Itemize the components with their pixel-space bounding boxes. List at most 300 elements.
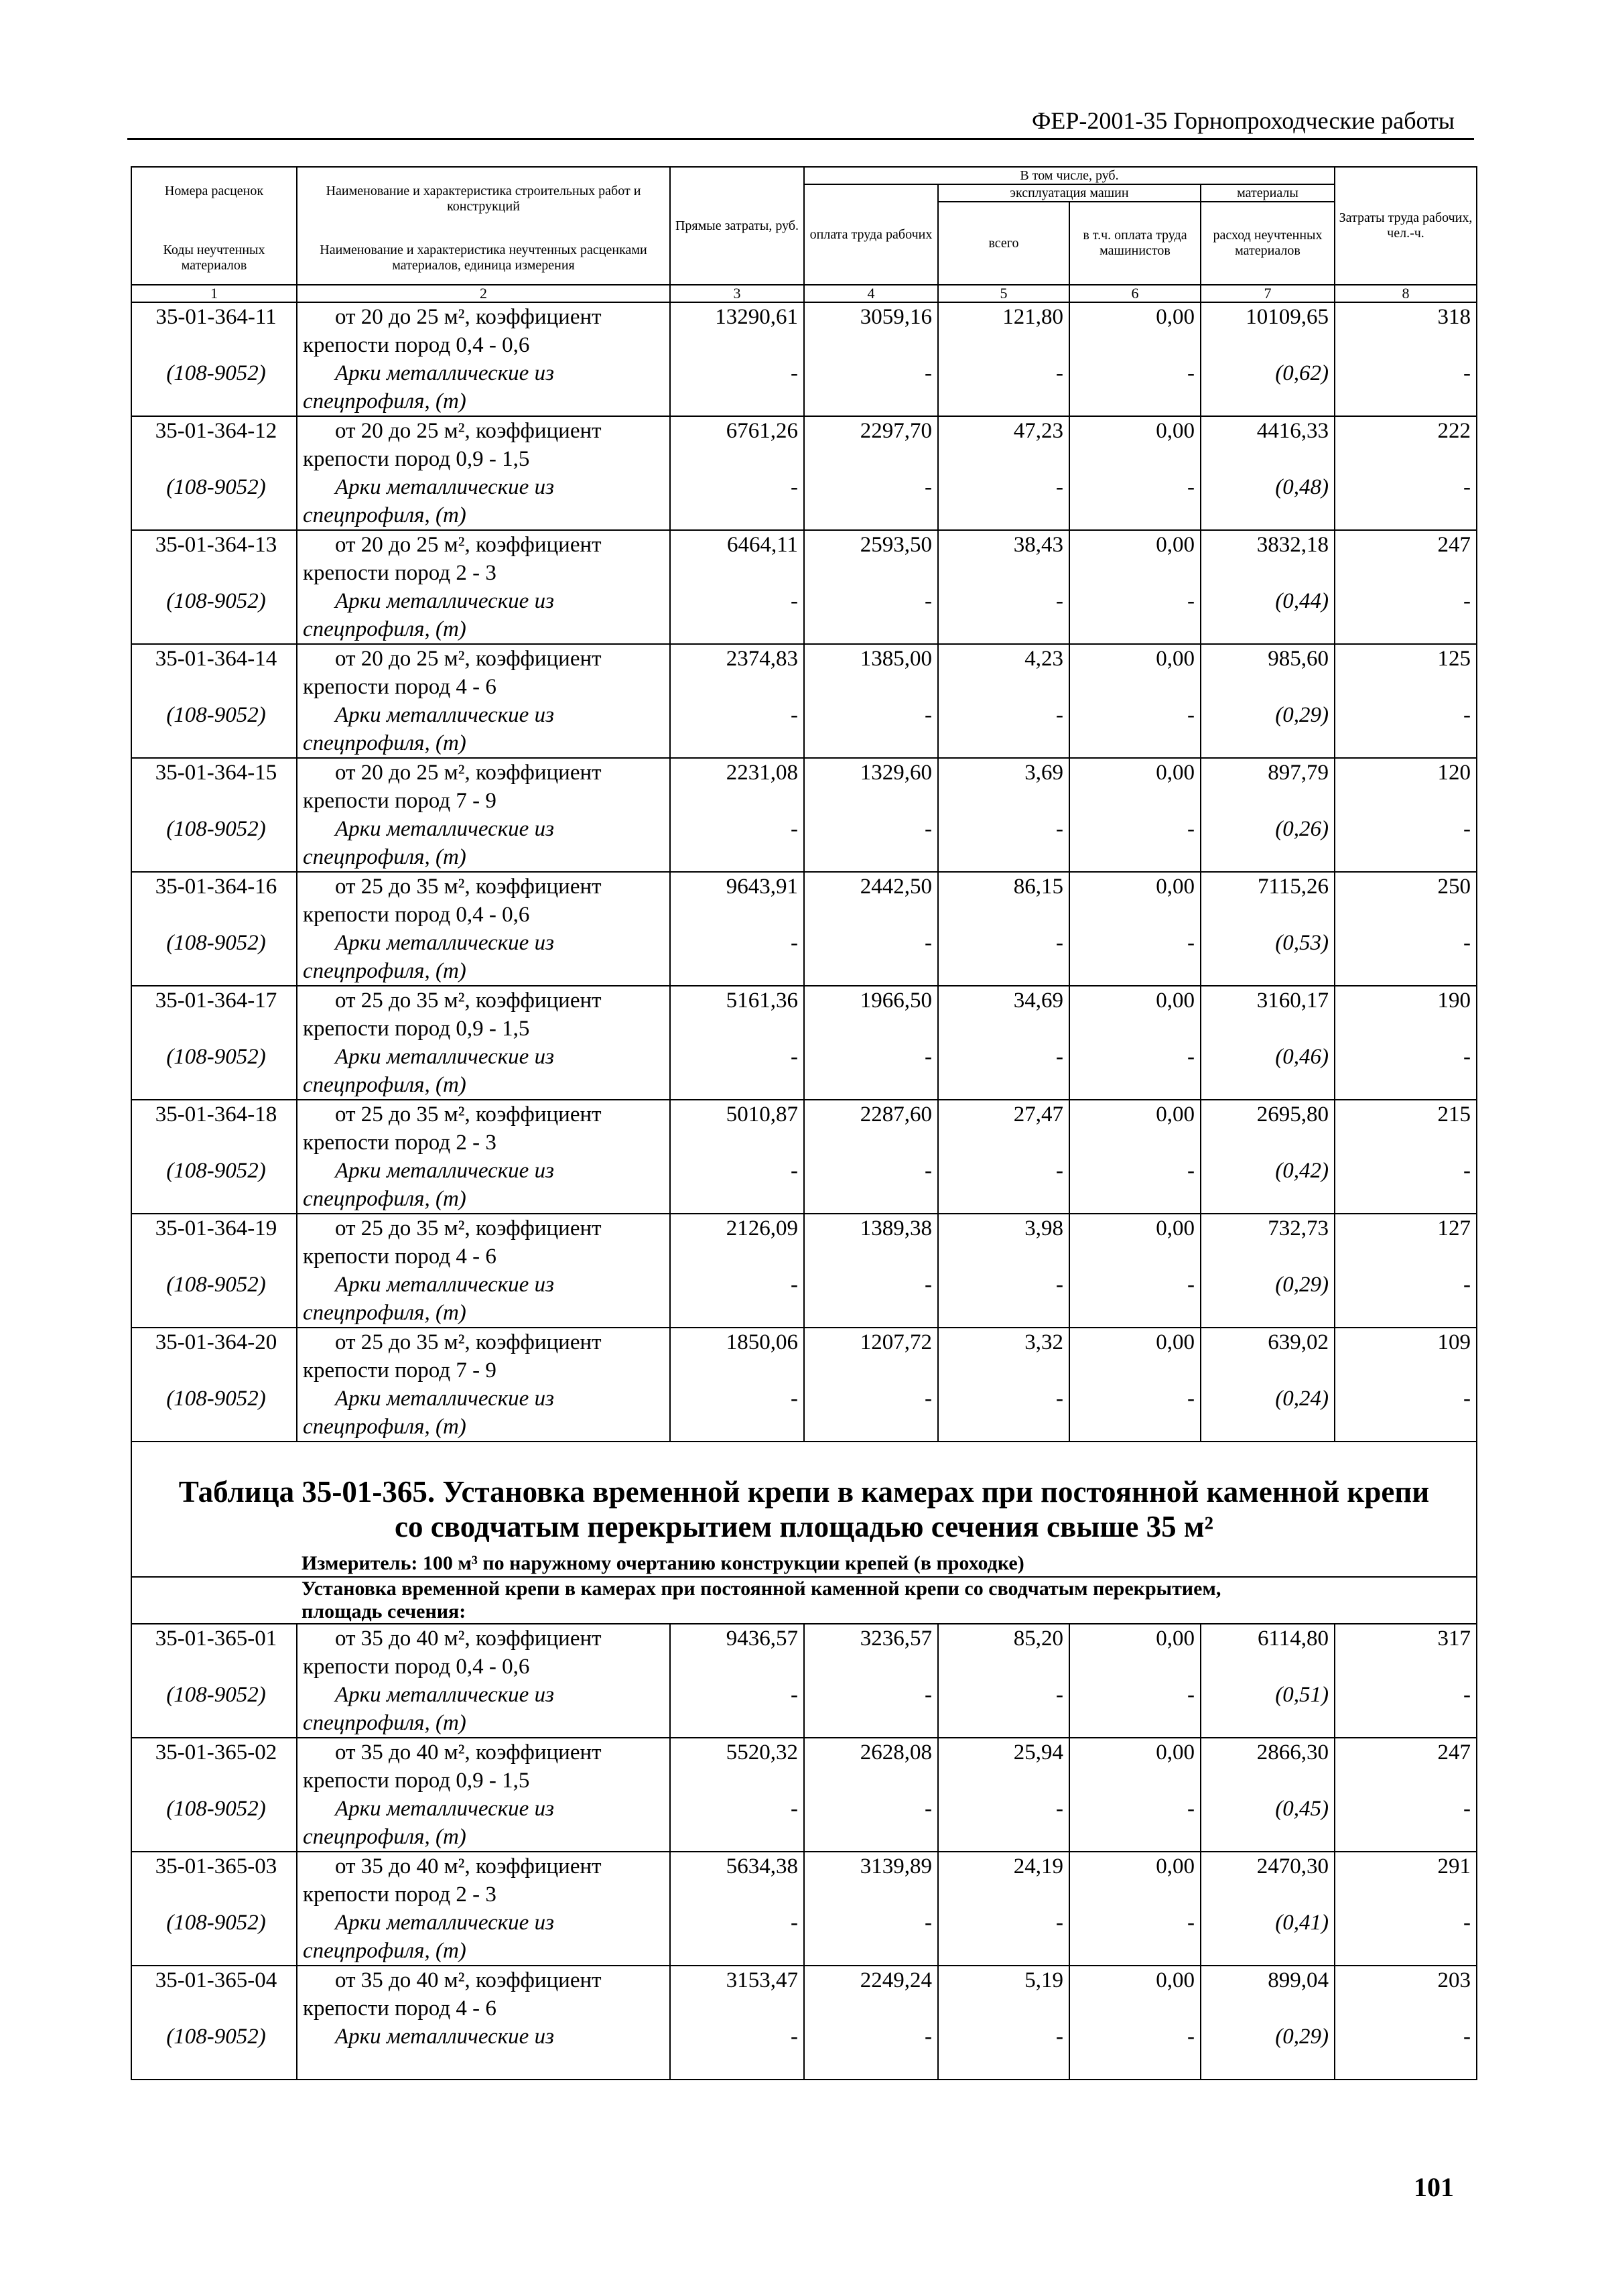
work-name-line1: от 35 до 40 м², коэффициент [335, 1854, 602, 1878]
material-quantity: (0,42) [1275, 1159, 1329, 1183]
machinist-wage-cell [1069, 758, 1201, 872]
material-name-line2: спецпрофиля, (т) [303, 731, 466, 755]
machinist-wage-dash: - [1187, 1683, 1195, 1707]
work-name-line2: крепости пород 4 - 6 [303, 1996, 496, 2021]
material-name-line2: спецпрофиля, (т) [303, 503, 466, 527]
machinist-wage-cell [1069, 416, 1201, 530]
rate-code-cell [131, 758, 297, 872]
direct-cost: 3153,47 [726, 1968, 798, 1992]
machine-cost-cell [938, 416, 1069, 530]
rate-code-cell [131, 644, 297, 758]
machine-cost-dash: - [1056, 361, 1063, 385]
material-quantity: (0,48) [1275, 475, 1329, 499]
labor-cell [1335, 302, 1477, 416]
worker-wage: 1385,00 [860, 647, 932, 671]
rate-code: 35-01-364-12 [155, 419, 277, 443]
materials-cost: 732,73 [1268, 1216, 1329, 1240]
materials-cell [1201, 416, 1335, 530]
machine-cost-dash: - [1056, 1683, 1063, 1707]
labor-cell [1335, 1624, 1477, 1738]
labor-hours-dash: - [1463, 1797, 1471, 1821]
direct-cost: 13290,61 [715, 305, 798, 329]
machinist-wage-cell [1069, 872, 1201, 986]
direct-cost-dash: - [791, 817, 798, 841]
rate-code: 35-01-365-01 [155, 1627, 277, 1651]
machine-cost: 27,47 [1013, 1102, 1063, 1127]
machine-cost: 38,43 [1013, 533, 1063, 557]
labor-hours: 109 [1437, 1330, 1471, 1354]
table-body-365 [131, 1624, 1477, 2080]
name-cell [297, 872, 670, 986]
direct-cost-dash: - [791, 1387, 798, 1411]
table-body-364 [131, 302, 1477, 1442]
machinist-wage-dash: - [1187, 1797, 1195, 1821]
col-number: 5 [938, 285, 1069, 302]
machinist-wage-dash: - [1187, 1159, 1195, 1183]
material-name-line2: спецпрофиля, (т) [303, 389, 466, 413]
machine-cost-cell [938, 530, 1069, 644]
work-name-line1: от 20 до 25 м², коэффициент [335, 533, 602, 557]
group-heading-line1: Установка временной крепи в камерах при постоянной каменной крепи со сводчатым перекрытием, [302, 1578, 1221, 1600]
direct-cost-dash: - [791, 1159, 798, 1183]
worker-wage: 2593,50 [860, 533, 932, 557]
machinist-wage-cell [1069, 1214, 1201, 1328]
worker-wage: 3059,16 [860, 305, 932, 329]
wage-cell [804, 1852, 938, 1966]
work-name-line2: крепости пород 7 - 9 [303, 1358, 496, 1383]
col-wage-header: оплата труда рабочих [804, 184, 938, 285]
machine-cost-cell [938, 1852, 1069, 1966]
rate-code: 35-01-364-20 [155, 1330, 277, 1354]
machinist-wage: 0,00 [1156, 1330, 1195, 1354]
machinist-wage-dash: - [1187, 475, 1195, 499]
materials-cell [1201, 1624, 1335, 1738]
material-code: (108-9052) [166, 703, 266, 727]
table-row [131, 1214, 1477, 1328]
work-name-line1: от 35 до 40 м², коэффициент [335, 1968, 602, 1992]
name-cell [297, 1738, 670, 1852]
col-mach-total-header: всего [938, 202, 1069, 285]
measure-unit: Измеритель: 100 м³ по наружному очертанию конструкции крепей (в проходке) [302, 1552, 1024, 1574]
wage-cell [804, 530, 938, 644]
machine-cost-cell [938, 1624, 1069, 1738]
table-row [131, 872, 1477, 986]
name-cell [297, 1100, 670, 1214]
labor-cell [1335, 1100, 1477, 1214]
material-code: (108-9052) [166, 361, 266, 385]
name-cell [297, 416, 670, 530]
rate-code-cell [131, 416, 297, 530]
labor-hours: 127 [1437, 1216, 1471, 1240]
machine-cost-dash: - [1056, 1387, 1063, 1411]
work-name-line1: от 20 до 25 м², коэффициент [335, 419, 602, 443]
col-number: 8 [1335, 285, 1477, 302]
rate-code: 35-01-365-04 [155, 1968, 277, 1992]
name-cell [297, 644, 670, 758]
table-caption-row [131, 1442, 1477, 1577]
col-number: 6 [1069, 285, 1201, 302]
col-mat-exp-header: расход неучтенных материалов [1201, 202, 1335, 285]
rate-code-cell [131, 1214, 297, 1328]
direct-cost: 6464,11 [726, 533, 798, 557]
machinist-wage-cell [1069, 1966, 1201, 2080]
table-caption [132, 1442, 1476, 1551]
machine-cost-cell [938, 1328, 1069, 1442]
worker-wage: 2287,60 [860, 1102, 932, 1127]
materials-cost: 2695,80 [1256, 1102, 1329, 1127]
material-code: (108-9052) [166, 2025, 266, 2049]
worker-wage-dash: - [925, 1797, 932, 1821]
col-codes-header [131, 167, 297, 285]
table-row [131, 1852, 1477, 1966]
rate-code: 35-01-364-19 [155, 1216, 277, 1240]
direct-cost-dash: - [791, 1045, 798, 1069]
machinist-wage-cell [1069, 1852, 1201, 1966]
materials-cost: 639,02 [1268, 1330, 1329, 1354]
machine-cost: 34,69 [1013, 988, 1063, 1013]
material-name-line1: Арки металлические из [335, 1045, 554, 1069]
rate-code: 35-01-364-14 [155, 647, 277, 671]
machine-cost-dash: - [1056, 475, 1063, 499]
page-number: 101 [1414, 2172, 1454, 2202]
name-cell [297, 1214, 670, 1328]
material-name-line1: Арки металлические из [335, 361, 554, 385]
material-name-line2: спецпрофиля, (т) [303, 617, 466, 641]
name-cell [297, 758, 670, 872]
rate-code-cell [131, 1852, 297, 1966]
rate-code-cell [131, 1328, 297, 1442]
direct-cost: 1850,06 [726, 1330, 798, 1354]
rate-code-cell [131, 302, 297, 416]
direct-cost: 5634,38 [726, 1854, 798, 1878]
material-name-line2: спецпрофиля, (т) [303, 1939, 466, 1963]
material-name-line2: спецпрофиля, (т) [303, 1711, 466, 1735]
rate-code-cell [131, 1738, 297, 1852]
col-number: 4 [804, 285, 938, 302]
labor-hours-dash: - [1463, 1159, 1471, 1183]
materials-cost: 985,60 [1268, 647, 1329, 671]
worker-wage-dash: - [925, 931, 932, 955]
material-name-line1: Арки металлические из [335, 1911, 554, 1935]
col-name-title: Наименование и характеристика строительных работ и конструкций [326, 184, 641, 214]
machinist-wage-dash: - [1187, 589, 1195, 613]
material-name-line1: Арки металлические из [335, 1797, 554, 1821]
name-cell [297, 986, 670, 1100]
wage-cell [804, 1100, 938, 1214]
work-name-line2: крепости пород 2 - 3 [303, 1883, 496, 1907]
wage-cell [804, 758, 938, 872]
work-name-line1: от 20 до 25 м², коэффициент [335, 647, 602, 671]
labor-cell [1335, 644, 1477, 758]
machine-cost-cell [938, 302, 1069, 416]
table-row [131, 1100, 1477, 1214]
machine-cost-cell [938, 1214, 1069, 1328]
work-name-line2: крепости пород 0,4 - 0,6 [303, 333, 530, 357]
work-name-line2: крепости пород 0,9 - 1,5 [303, 1769, 530, 1793]
machine-cost-dash: - [1056, 1159, 1063, 1183]
rate-code: 35-01-365-02 [155, 1740, 277, 1765]
labor-hours-dash: - [1463, 589, 1471, 613]
worker-wage: 1207,72 [860, 1330, 932, 1354]
direct-cost-dash: - [791, 703, 798, 727]
direct-cost: 5161,36 [726, 988, 798, 1013]
wage-cell [804, 1966, 938, 2080]
machinist-wage: 0,00 [1156, 1627, 1195, 1651]
labor-hours-dash: - [1463, 931, 1471, 955]
direct-cost: 2374,83 [726, 647, 798, 671]
col-number: 3 [670, 285, 804, 302]
machinist-wage-dash: - [1187, 817, 1195, 841]
materials-cell [1201, 644, 1335, 758]
material-name-line1: Арки металлические из [335, 1159, 554, 1183]
materials-cell [1201, 1966, 1335, 2080]
material-name-line2: спецпрофиля, (т) [303, 1073, 466, 1097]
wage-cell [804, 872, 938, 986]
group-heading-cell [131, 1577, 1477, 1624]
material-name-line2: спецпрофиля, (т) [303, 959, 466, 983]
labor-hours-dash: - [1463, 2025, 1471, 2049]
direct-cost-dash: - [791, 589, 798, 613]
name-cell [297, 1328, 670, 1442]
labor-hours: 190 [1437, 988, 1471, 1013]
labor-hours-dash: - [1463, 361, 1471, 385]
machine-cost-dash: - [1056, 817, 1063, 841]
worker-wage-dash: - [925, 589, 932, 613]
direct-cost: 2126,09 [726, 1216, 798, 1240]
materials-cost: 899,04 [1268, 1968, 1329, 1992]
work-name-line1: от 25 до 35 м², коэффициент [335, 1216, 602, 1240]
labor-hours: 203 [1437, 1968, 1471, 1992]
machinist-wage-dash: - [1187, 1911, 1195, 1935]
labor-hours-dash: - [1463, 1683, 1471, 1707]
work-name-line2: крепости пород 0,4 - 0,6 [303, 1655, 530, 1679]
direct-cost-cell [670, 416, 804, 530]
col-mach-wage-header: в т.ч. оплата труда машинистов [1069, 202, 1201, 285]
material-quantity: (0,46) [1275, 1045, 1329, 1069]
direct-cost-cell [670, 1328, 804, 1442]
table-row [131, 1328, 1477, 1442]
material-name-line2: спецпрофиля, (т) [303, 1301, 466, 1325]
material-quantity: (0,44) [1275, 589, 1329, 613]
material-code: (108-9052) [166, 1797, 266, 1821]
machine-cost: 3,69 [1024, 761, 1063, 785]
machinist-wage-cell [1069, 530, 1201, 644]
labor-hours: 317 [1437, 1627, 1471, 1651]
wage-cell [804, 1214, 938, 1328]
col-labor-header: Затраты труда рабочих, чел.-ч. [1335, 167, 1477, 285]
direct-cost-cell [670, 872, 804, 986]
labor-cell [1335, 1966, 1477, 2080]
labor-hours-dash: - [1463, 1387, 1471, 1411]
labor-hours: 215 [1437, 1102, 1471, 1127]
machinist-wage-dash: - [1187, 931, 1195, 955]
wage-cell [804, 1738, 938, 1852]
worker-wage-dash: - [925, 361, 932, 385]
direct-cost: 5010,87 [726, 1102, 798, 1127]
material-name-line2: спецпрофиля, (т) [303, 1415, 466, 1439]
group-heading-line2: площадь сечения: [302, 1600, 466, 1622]
work-name-line2: крепости пород 0,9 - 1,5 [303, 1017, 530, 1041]
work-name-line1: от 25 до 35 м², коэффициент [335, 988, 602, 1013]
machinist-wage-cell [1069, 1738, 1201, 1852]
materials-cell [1201, 986, 1335, 1100]
work-name-line1: от 35 до 40 м², коэффициент [335, 1740, 602, 1765]
work-name-line1: от 35 до 40 м², коэффициент [335, 1627, 602, 1651]
worker-wage-dash: - [925, 1159, 932, 1183]
machine-cost: 25,94 [1013, 1740, 1063, 1765]
machinist-wage-cell [1069, 302, 1201, 416]
worker-wage: 1966,50 [860, 988, 932, 1013]
direct-cost-cell [670, 1738, 804, 1852]
work-name-line1: от 25 до 35 м², коэффициент [335, 875, 602, 899]
material-name-line2: спецпрофиля, (т) [303, 845, 466, 869]
direct-cost-cell [670, 1100, 804, 1214]
material-code: (108-9052) [166, 1045, 266, 1069]
direct-cost-cell [670, 644, 804, 758]
material-quantity: (0,29) [1275, 1273, 1329, 1297]
table-row [131, 1738, 1477, 1852]
material-quantity: (0,45) [1275, 1797, 1329, 1821]
direct-cost-cell [670, 530, 804, 644]
direct-cost-dash: - [791, 1273, 798, 1297]
material-quantity: (0,53) [1275, 931, 1329, 955]
machinist-wage: 0,00 [1156, 1740, 1195, 1765]
materials-cell [1201, 872, 1335, 986]
machine-cost-dash: - [1056, 589, 1063, 613]
labor-hours-dash: - [1463, 1911, 1471, 1935]
direct-cost-dash: - [791, 2025, 798, 2049]
direct-cost-dash: - [791, 361, 798, 385]
column-numbers-row [131, 285, 1477, 302]
worker-wage-dash: - [925, 1911, 932, 1935]
material-code: (108-9052) [166, 817, 266, 841]
machine-cost-cell [938, 872, 1069, 986]
material-quantity: (0,26) [1275, 817, 1329, 841]
machinist-wage-dash: - [1187, 1387, 1195, 1411]
direct-cost-cell [670, 1852, 804, 1966]
material-name-line2: спецпрофиля, (т) [303, 1187, 466, 1211]
machinist-wage-dash: - [1187, 1273, 1195, 1297]
wage-cell [804, 302, 938, 416]
rates-table [131, 166, 1477, 2080]
work-name-line1: от 25 до 35 м², коэффициент [335, 1102, 602, 1127]
labor-cell [1335, 872, 1477, 986]
labor-hours-dash: - [1463, 817, 1471, 841]
machine-cost: 47,23 [1013, 419, 1063, 443]
table-row [131, 1966, 1477, 2080]
name-cell [297, 1966, 670, 2080]
worker-wage: 2297,70 [860, 419, 932, 443]
name-cell [297, 302, 670, 416]
col-number: 2 [297, 285, 670, 302]
labor-hours: 222 [1437, 419, 1471, 443]
direct-cost-dash: - [791, 475, 798, 499]
material-code: (108-9052) [166, 1159, 266, 1183]
machine-cost: 3,32 [1024, 1330, 1063, 1354]
worker-wage-dash: - [925, 703, 932, 727]
worker-wage: 2628,08 [860, 1740, 932, 1765]
col-name-header [297, 167, 670, 285]
rate-code-cell [131, 986, 297, 1100]
machinist-wage-cell [1069, 986, 1201, 1100]
labor-hours-dash: - [1463, 703, 1471, 727]
rate-code-cell [131, 1624, 297, 1738]
material-code: (108-9052) [166, 589, 266, 613]
materials-cost: 897,79 [1268, 761, 1329, 785]
labor-cell [1335, 758, 1477, 872]
machine-cost: 4,23 [1024, 647, 1063, 671]
table-row [131, 416, 1477, 530]
rate-code: 35-01-364-11 [155, 305, 277, 329]
table-row [131, 758, 1477, 872]
material-quantity: (0,51) [1275, 1683, 1329, 1707]
work-name-line2: крепости пород 0,4 - 0,6 [303, 903, 530, 927]
wage-cell [804, 644, 938, 758]
labor-hours-dash: - [1463, 1045, 1471, 1069]
direct-cost-dash: - [791, 931, 798, 955]
machinist-wage-dash: - [1187, 703, 1195, 727]
material-code: (108-9052) [166, 1911, 266, 1935]
machine-cost-dash: - [1056, 2025, 1063, 2049]
material-code: (108-9052) [166, 1387, 266, 1411]
direct-cost-dash: - [791, 1797, 798, 1821]
machinist-wage-cell [1069, 1100, 1201, 1214]
material-quantity: (0,62) [1275, 361, 1329, 385]
machine-cost-dash: - [1056, 1273, 1063, 1297]
direct-cost: 5520,32 [726, 1740, 798, 1765]
machine-cost-cell [938, 1738, 1069, 1852]
direct-cost-cell [670, 1624, 804, 1738]
rate-code: 35-01-364-13 [155, 533, 277, 557]
labor-cell [1335, 1852, 1477, 1966]
material-name-line1: Арки металлические из [335, 2025, 554, 2049]
col-codes-title: Номера расценок [164, 184, 264, 198]
wage-cell [804, 416, 938, 530]
direct-cost-cell [670, 302, 804, 416]
material-name-line1: Арки металлические из [335, 703, 554, 727]
work-name-line2: крепости пород 2 - 3 [303, 561, 496, 585]
worker-wage: 1389,38 [860, 1216, 932, 1240]
material-name-line2 [297, 2051, 669, 2079]
wage-cell [804, 1328, 938, 1442]
machine-cost-dash: - [1056, 703, 1063, 727]
material-name-line2: спецпрофиля, (т) [303, 1825, 466, 1849]
direct-cost-dash: - [791, 1911, 798, 1935]
materials-cell [1201, 1328, 1335, 1442]
materials-cell [1201, 302, 1335, 416]
machinist-wage: 0,00 [1156, 1854, 1195, 1878]
direct-cost: 6761,26 [726, 419, 798, 443]
machinist-wage: 0,00 [1156, 1102, 1195, 1127]
col-mach-header: эксплуатация машин [938, 184, 1201, 202]
material-name-line1: Арки металлические из [335, 475, 554, 499]
work-name-line2: крепости пород 4 - 6 [303, 1245, 496, 1269]
direct-cost: 2231,08 [726, 761, 798, 785]
machine-cost: 3,98 [1024, 1216, 1063, 1240]
machine-cost-dash: - [1056, 931, 1063, 955]
work-name-line1: от 20 до 25 м², коэффициент [335, 761, 602, 785]
materials-cell [1201, 1852, 1335, 1966]
materials-cell [1201, 1738, 1335, 1852]
work-name-line1: от 25 до 35 м², коэффициент [335, 1330, 602, 1354]
header-rule [127, 138, 1474, 140]
materials-cost: 4416,33 [1256, 419, 1329, 443]
materials-cost: 3160,17 [1256, 988, 1329, 1013]
col-number: 7 [1201, 285, 1335, 302]
direct-cost-cell [670, 758, 804, 872]
materials-cost: 7115,26 [1257, 875, 1329, 899]
rate-code: 35-01-364-17 [155, 988, 277, 1013]
